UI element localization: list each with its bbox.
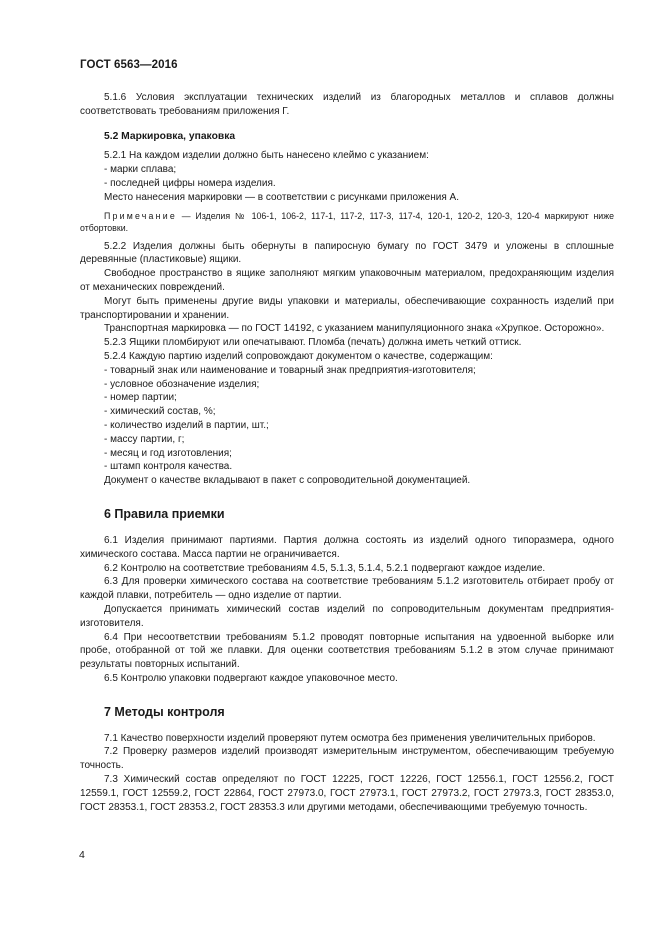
paragraph: 7.3 Химический состав определяют по ГОСТ 12225, ГОСТ 12226, ГОСТ 12556.1, ГОСТ 12556.2, ГОСТ 12559.1, ГОСТ 12559.2, ГОСТ 22864, ГОСТ 27973.0, ГОСТ 27973.1, ГОСТ 27973.2, ГОСТ 27973.3, ГОСТ 28353.0, ГОСТ 28353.1, ГОСТ 28353.2, ГОСТ 28353.3 или другими методами, обеспечивающими требуемую точность.: [80, 774, 614, 813]
note-text: — Изделия № 106-1, 106-2, 117-1, 117-2, 117-3, 117-4, 120-1, 120-2, 120-3, 120-4 маркируют ниже отбортовки.: [80, 210, 614, 233]
page-number: 4: [79, 849, 85, 861]
paragraph: - штамп контроля качества.: [104, 461, 233, 473]
standard-header: ГОСТ 6563—2016: [80, 59, 178, 71]
paragraph: 6.1 Изделия принимают партиями. Партия должна состоять из изделий одного типоразмера, одного химического состава. Масса партии не ограничивается.: [80, 534, 614, 560]
paragraph: - номер партии;: [104, 392, 177, 404]
paragraph: 6.3 Для проверки химического состава на соответствие требованиям 5.1.2 изготовитель отбирает пробу от каждой плавки, потребитель — одно изделие от партии.: [80, 576, 614, 602]
paragraph: - последней цифры номера изделия.: [104, 177, 276, 189]
paragraph: 7.1 Качество поверхности изделий проверяют путем осмотра без применения увеличительных приборов.: [104, 732, 596, 744]
paragraph: - количество изделий в партии, шт.;: [104, 419, 269, 431]
paragraph: - условное обозначение изделия;: [104, 378, 260, 390]
paragraph: 5.2.1 На каждом изделии должно быть нанесено клеймо с указанием:: [104, 150, 429, 162]
paragraph: Свободное пространство в ящике заполняют мягким упаковочным материалом, предохраняющим изделия от механических повреждений.: [80, 268, 614, 293]
section-heading: 7 Методы контроля: [104, 704, 225, 719]
paragraph: 5.2.4 Каждую партию изделий сопровождают документом о качестве, содержащим:: [104, 350, 493, 362]
paragraph: 5.2.2 Изделия должны быть обернуты в папиросную бумагу по ГОСТ 3479 и уложены в сплошные деревянные (пластиковые) ящики.: [80, 240, 614, 266]
paragraph: 7.2 Проверку размеров изделий производят измерительным инструментом, обеспечивающим требуемую точность.: [80, 746, 614, 772]
section-heading: 6 Правила приемки: [104, 506, 225, 521]
paragraph: 6.2 Контролю на соответствие требованиям 4.5, 5.1.3, 5.1.4, 5.2.1 подвергают каждое изделие.: [104, 562, 546, 574]
paragraph: 6.4 При несоответствии требованиям 5.1.2 проводят повторные испытания на удвоенной выборке или пробе, отобранной от той же плавки. Для оценки соответствия требованиям 5.1.2 в этом случае принимают результаты повторных испытаний.: [80, 631, 614, 671]
paragraph: - товарный знак или наименование и товарный знак предприятия-изготовителя;: [104, 364, 476, 376]
note: [80, 210, 614, 234]
paragraph: 6.5 Контролю упаковки подвергают каждое упаковочное место.: [104, 672, 398, 684]
paragraph: Могут быть применены другие виды упаковки и материалы, обеспечивающие сохранность изделий при транспортировании и хранении.: [80, 295, 614, 321]
paragraph: 5.2.3 Ящики пломбируют или опечатывают. Пломба (печать) должна иметь четкий оттиск.: [104, 337, 522, 349]
paragraph: Документ о качестве вкладывают в пакет с сопроводительной документацией.: [104, 475, 471, 487]
paragraph: - марки сплава;: [104, 164, 177, 176]
paragraph: 5.1.6 Условия эксплуатации технических изделий из благородных металлов и сплавов должны соответствовать требованиям приложения Г.: [80, 92, 614, 117]
paragraph: - месяц и год изготовления;: [104, 447, 232, 459]
subsection-heading: 5.2 Маркировка, упаковка: [104, 130, 236, 142]
paragraph: Место нанесения маркировки — в соответствии с рисунками приложения А.: [104, 191, 459, 203]
note-label: Примечание: [104, 210, 177, 221]
document-body: [80, 91, 614, 814]
paragraph: Допускается принимать химический состав изделий по сопроводительным документам предприятия-изготовителя.: [80, 603, 614, 629]
paragraph: - химический состав, %;: [104, 406, 216, 418]
paragraph: Транспортная маркировка — по ГОСТ 14192, с указанием манипуляционного знака «Хрупкое. Осторожно».: [104, 323, 605, 335]
paragraph: - массу партии, г;: [104, 433, 185, 445]
